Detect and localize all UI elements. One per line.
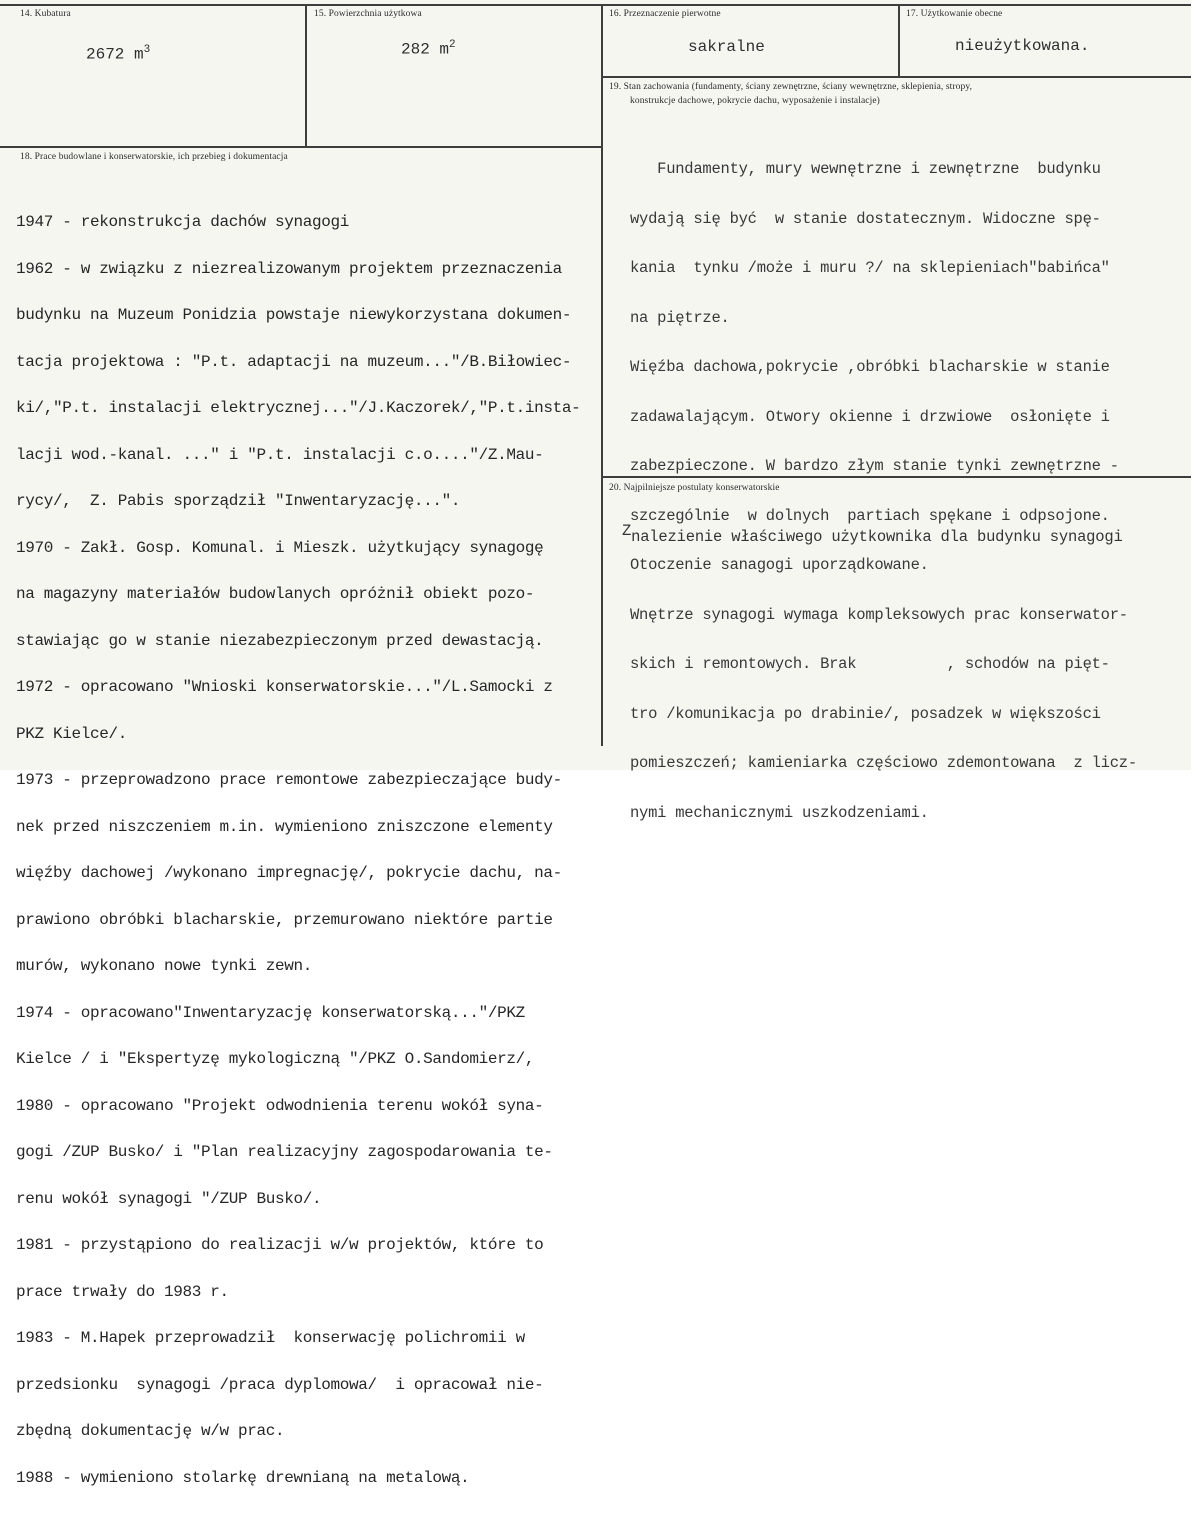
postulate-text: nalezienie właściwego użytkownika dla budynku synagogi [631,528,1123,546]
powierzchnia-exponent: 2 [449,39,456,51]
history-line: gogi /ZUP Busko/ i "Plan realizacyjny zagospodarowania te- [16,1143,553,1161]
history-line: tacja projektowa : "P.t. adaptacji na muzeum..."/B.Biłowiec- [16,352,572,371]
row-divider-left [0,146,601,148]
condition-line: szczególnie w dolnych partiach spękane i odpsojone. [630,506,1110,525]
powierzchnia-value: 282 m [401,40,450,59]
history-line: 1947 - rekonstrukcja dachów synagogi [16,213,350,231]
condition-line: skich i remontowych. Brak , schodów na pięt- [630,655,1110,673]
condition-line: zadawalającym. Otwory okienne i drzwiowe osłonięte i [630,407,1110,426]
condition-line: Fundamenty, mury wewnętrzne i zewnętrzne budynku [630,160,1101,178]
history-line: PKZ Kielce/. [16,724,128,743]
condition-line: zabezpieczone. W bardzo złym stanie tynki zewnętrzne - [630,457,1119,475]
history-line: renu wokół synagogi "/ZUP Busko/. [16,1189,322,1208]
history-line: 1962 - w związku z niezrealizowanym projektem przeznaczenia [16,259,562,278]
history-line: 1974 - opracowano"Inwentaryzację konserwatorską..."/PKZ [16,1003,525,1022]
field-15-label: 15. Powierzchnia użytkowa [314,9,422,19]
field-15-value [401,39,456,58]
field-19-label-line1: 19. Stan zachowania (fundamenty, ściany zewnętrzne, ściany wewnętrzne, sklepienia, stropy, [609,82,973,92]
history-line: ki/,"P.t. instalacji elektrycznej..."/J.Kaczorek/,"P.t.insta- [16,399,581,417]
history-line: nek przed niszczeniem m.in. wymieniono zniszczone elementy [16,817,553,836]
top-border [0,4,1191,6]
history-line: więźby dachowej /wykonano impregnację/, pokrycie dachu, na- [16,864,562,882]
col-divider-16-17 [898,4,900,76]
history-line: 1981 - przystąpiono do realizacji w/w projektów, które to [16,1236,544,1254]
history-line: prawiono obróbki blacharskie, przemurowano niektóre partie [16,910,553,929]
condition-line: Otoczenie sanagogi uporządkowane. [630,556,929,574]
history-line: 1988 - wymieniono stolarkę drewnianą na metalową. [16,1468,470,1487]
field-18-text [16,184,580,1517]
history-line: budynku na Muzeum Ponidzia powstaje niewykorzystana dokumen- [16,306,572,324]
condition-line: pomieszczeń; kamieniarka częściowo zdemontowana z licz- [630,754,1137,772]
row-divider-right-top [601,76,1191,78]
history-line: przedsionku synagogi /praca dyplomowa/ i opracował nie- [16,1375,544,1394]
field-19-label-line2: konstrukcje dachowe, pokrycie dachu, wyposażenie i instalacje) [630,96,880,106]
postulate-initial: Z [622,522,632,540]
condition-line: kania tynku /może i muru ?/ na sklepieniach"babińca" [630,259,1110,277]
field-16-label: 16. Przeznaczenie pierwotne [609,9,721,19]
condition-line: tro /komunikacja po drabinie/, posadzek w większości [630,704,1101,723]
history-line: 1973 - przeprowadzono prace remontowe zabezpieczające budy- [16,771,562,789]
history-line: 1980 - opracowano "Projekt odwodnienia terenu wokół syna- [16,1096,544,1115]
field-20-label: 20. Najpilniejsze postulaty konserwatorskie [609,483,780,493]
history-line: Kielce / i "Ekspertyzę mykologiczną "/PKZ O.Sandomierz/, [16,1050,535,1068]
history-line: stawiając go w stanie niezabezpieczonym przed dewastacją. [16,631,544,650]
kubatura-exponent: 3 [143,44,151,56]
history-line: lacji wod.-kanal. ..." i "P.t. instalacji c.o...."/Z.Mau- [16,445,544,464]
condition-line: Wnętrze synagogi wymaga kompleksowych prac konserwator- [630,605,1128,624]
field-14-value [86,44,150,63]
condition-line: nymi mechanicznymi uszkodzeniami. [630,803,929,822]
history-line: rycy/, Z. Pabis sporządził "Inwentaryzację...". [16,492,461,510]
field-18-label: 18. Prace budowlane i konserwatorskie, ich przebieg i dokumentacja [20,152,288,162]
history-line: na magazyny materiałów budowlanych opróżnił obiekt pozo- [16,585,535,603]
history-line: 1970 - Zakł. Gosp. Komunal. i Mieszk. użytkujący synagogę [16,538,544,557]
col-divider-main [601,4,603,746]
field-14-label: 14. Kubatura [20,9,71,19]
history-line: prace trwały do 1983 r. [16,1282,229,1301]
col-divider-14-15 [305,4,307,146]
history-line: 1972 - opracowano "Wnioski konserwatorskie..."/L.Samocki z [16,678,553,696]
history-line: 1983 - M.Hapek przeprowadził konserwację polichromii w [16,1329,525,1347]
field-17-value: nieużytkowana. [955,37,1090,55]
condition-line: na piętrze. [630,308,730,327]
history-line: zbędną dokumentację w/w prac. [16,1422,285,1440]
condition-line: wydają się być w stanie dostatecznym. Widoczne spę- [630,209,1101,228]
field-17-label: 17. Użytkowanie obecne [906,9,1003,19]
history-line: murów, wykonano nowe tynki zewn. [16,957,313,975]
field-16-value: sakralne [688,38,765,56]
kubatura-value: 2672 m [86,45,144,64]
field-20-text [622,522,1123,546]
condition-line: Więźba dachowa,pokrycie ,obróbki blacharskie w stanie [630,358,1110,376]
